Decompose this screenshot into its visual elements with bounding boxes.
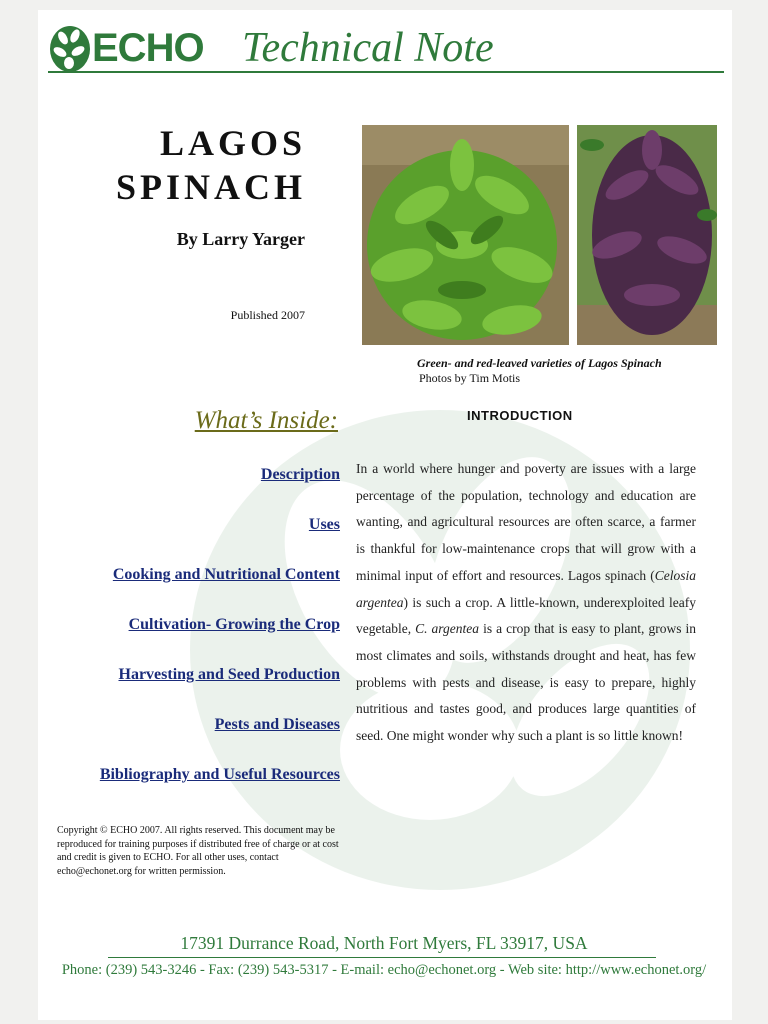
echo-logo-text: ECHO: [92, 26, 204, 70]
published-date: Published 2007: [230, 308, 305, 322]
intro-text-part-2: ) is such a crop. A little-known, underexploited leafy vegetable,: [356, 594, 696, 637]
toc-link-pests[interactable]: Pests and Diseases: [214, 716, 340, 733]
toc-link-bibliography[interactable]: Bibliography and Useful Resources: [99, 766, 340, 783]
footer-address: 17391 Durrance Road, North Fort Myers, FL 33917, USA: [180, 933, 588, 953]
species-short-name: C. argentea: [415, 621, 480, 637]
intro-text-part-1: In a world where hunger and poverty are issues with a large percentage of the population, technology and education are wanting, and agricultural resources are often scarce, a farmer is thankful for low-maintenance crops that will grow with a minimal input of effort and resources. Lagos spinach (: [356, 461, 696, 583]
doc-title-line-1: LAGOS: [159, 123, 306, 163]
intro-text-part-3: is a crop that is easy to plant, grows in most climates and soils, withstands drought and heat, has few problems with pests and disease, is easy to prepare, highly nutritious and tastes good, and produces large quantities of seed. One might wonder why such a plant is so little known!: [356, 621, 696, 744]
green-lagos-spinach-photo: [362, 125, 569, 345]
copyright-notice: Copyright © ECHO 2007. All rights reserved. This document may be reproduced for training purposes if distributed free of charge or at cost and credit is given to ECHO. For all other uses, contact echo@echonet.org for written permission.: [57, 825, 339, 877]
toc-link-description[interactable]: Description: [260, 466, 340, 483]
toc-link-harvesting[interactable]: Harvesting and Seed Production: [118, 666, 340, 683]
echo-leaf-logo-icon: [48, 24, 92, 74]
whats-inside-heading: What’s Inside:: [194, 407, 338, 434]
introduction-paragraph: [356, 456, 696, 750]
header-divider: [48, 71, 724, 73]
photo-credit: Photos by Tim Motis: [419, 371, 521, 385]
footer-contact-info: Phone: (239) 543-3246 - Fax: (239) 543-5317 - E-mail: echo@echonet.org - Web site: http://www.echonet.org/: [61, 962, 707, 978]
toc-link-cultivation[interactable]: Cultivation- Growing the Crop: [128, 616, 340, 633]
toc-link-uses[interactable]: Uses: [308, 516, 340, 533]
footer-divider: [108, 957, 656, 958]
red-lagos-spinach-photo: [577, 125, 717, 345]
photo-caption: Green- and red-leaved varieties of Lagos Spinach: [417, 356, 662, 370]
doc-title-line-2: SPINACH: [115, 167, 306, 207]
introduction-heading: INTRODUCTION: [467, 408, 573, 423]
technical-note-title: Technical Note: [242, 25, 494, 71]
species-name: Celosia argentea: [356, 567, 696, 610]
author-byline: By Larry Yarger: [176, 229, 305, 249]
toc-link-cooking-nutrition[interactable]: Cooking and Nutritional Content: [112, 566, 340, 583]
